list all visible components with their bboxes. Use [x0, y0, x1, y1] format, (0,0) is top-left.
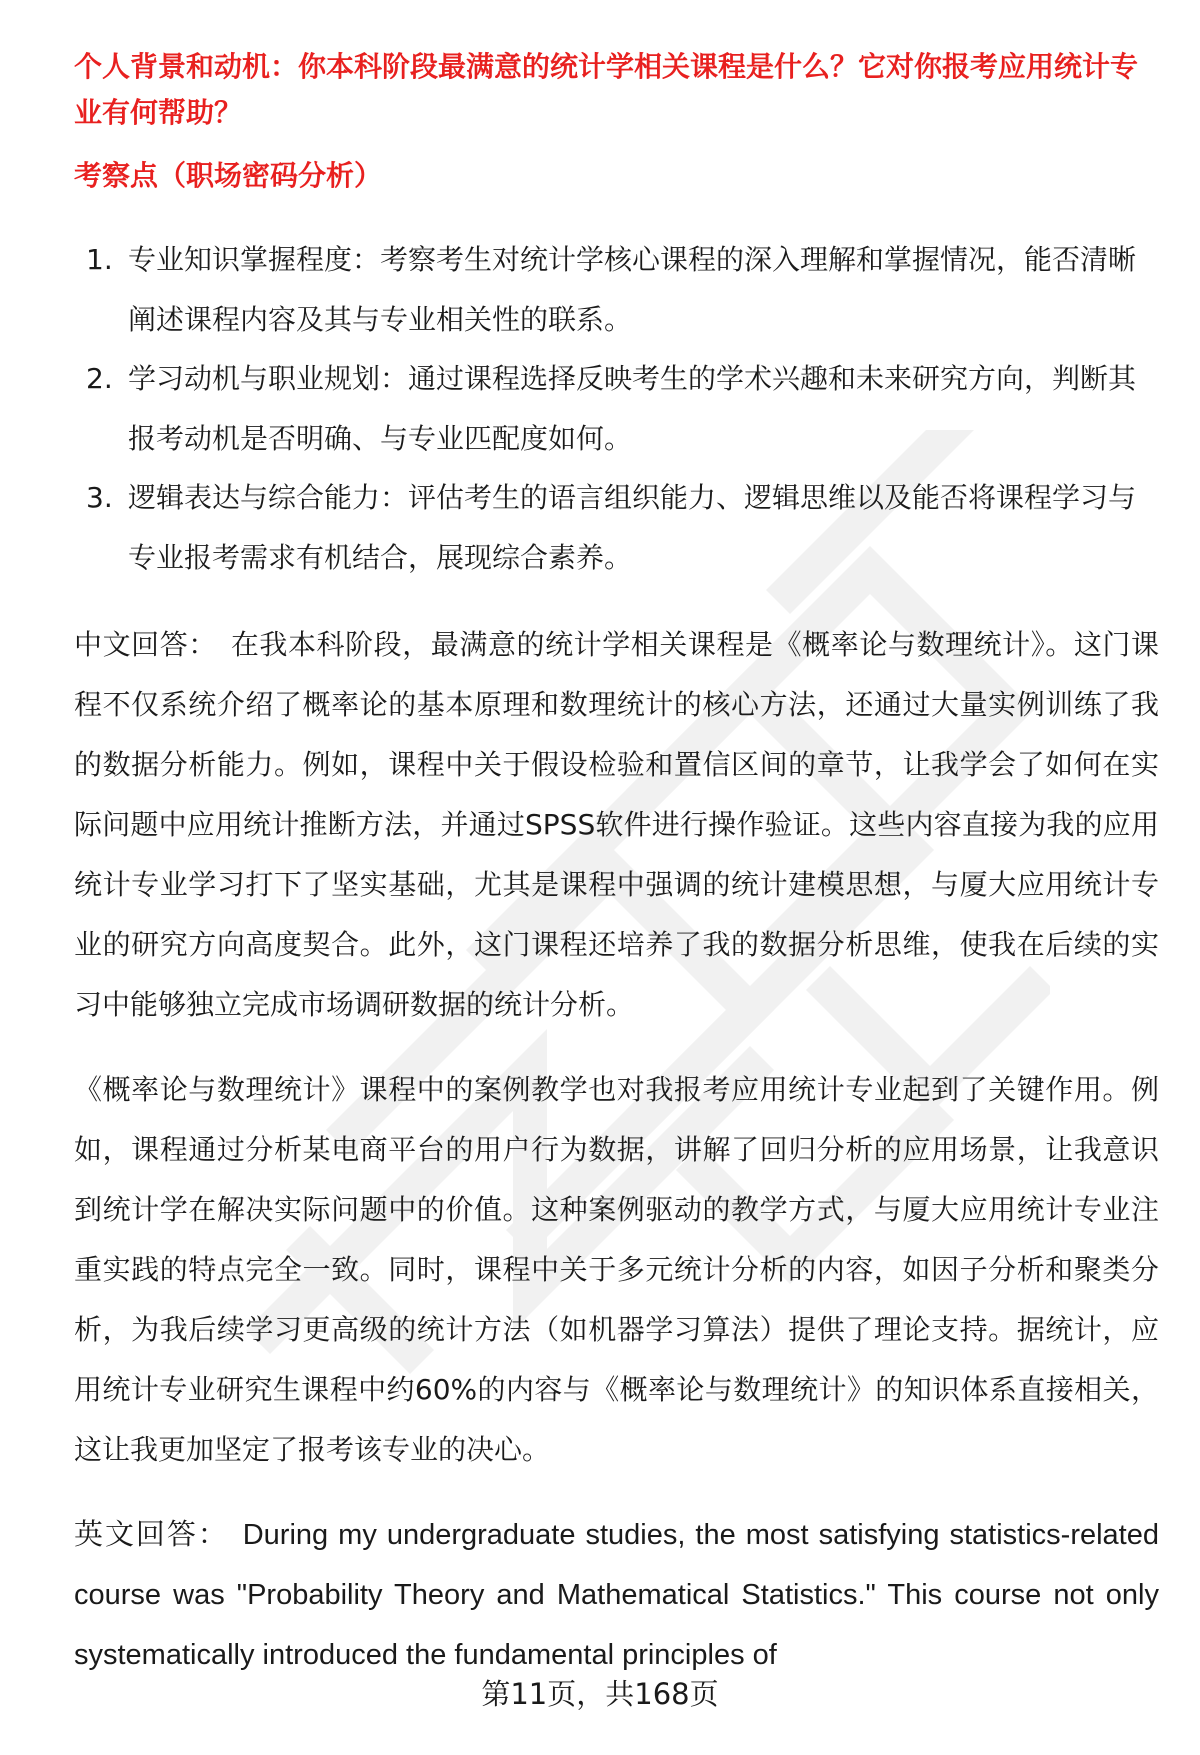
- list-item-number: 1.: [86, 243, 113, 276]
- english-answer-text: During my undergraduate studies, the most satisfying statistics-related course was "Probability Theory and Mathematical Statistics." This course not only systematically introduced the fundamental principles of: [74, 1519, 1159, 1671]
- english-answer-label: 英文回答：: [74, 1519, 229, 1551]
- list-item-text: 逻辑表达与综合能力：评估考生的语言组织能力、逻辑思维以及能否将课程学习与专业报考需求有机结合，展现综合素养。: [128, 481, 1137, 574]
- list-item-text: 学习动机与职业规划：通过课程选择反映考生的学术兴趣和未来研究方向，判断其报考动机是否明确、与专业匹配度如何。: [128, 362, 1137, 455]
- focus-points-list: [74, 230, 1154, 587]
- list-item-number: 3.: [86, 481, 113, 514]
- list-item: [74, 230, 1154, 350]
- question-heading: 个人背景和动机：你本科阶段最满意的统计学相关课程是什么？它对你报考应用统计专业有何帮助？: [74, 50, 1139, 129]
- chinese-answer-label: 中文回答：: [74, 628, 217, 661]
- chinese-answer-text: 在我本科阶段，最满意的统计学相关课程是《概率论与数理统计》。这门课程不仅系统介绍了概率论的基本原理和数理统计的核心方法，还通过大量实例训练了我的数据分析能力。例如，课程中关于假设检验和置信区间的章节，让我学会了如何在实际问题中应用统计推断方法，并通过SPSS软件进行操作验证。这些内容直接为我的应用统计专业学习打下了坚实基础，尤其是课程中强调的统计建模思想，与厦大应用统计专业的研究方向高度契合。此外，这门课程还培养了我的数据分析思维，使我在后续的实习中能够独立完成市场调研数据的统计分析。: [74, 628, 1159, 1021]
- list-item-text: 专业知识掌握程度：考察考生对统计学核心课程的深入理解和掌握情况，能否清晰阐述课程内容及其与专业相关性的联系。: [128, 243, 1137, 336]
- list-item-number: 2.: [86, 362, 113, 395]
- list-item: [74, 349, 1154, 469]
- english-answer-paragraph: [74, 1505, 1159, 1685]
- chinese-answer-paragraph: [74, 615, 1159, 1035]
- focus-points-title: 考察点（职场密码分析）: [74, 159, 383, 192]
- page-number-footer: 第11页，共168页: [481, 1677, 719, 1711]
- list-item: [74, 468, 1154, 588]
- chinese-answer-paragraph-2: 《概率论与数理统计》课程中的案例教学也对我报考应用统计专业起到了关键作用。例如，课程通过分析某电商平台的用户行为数据，讲解了回归分析的应用场景，让我意识到统计学在解决实际问题中的价值。这种案例驱动的教学方式，与厦大应用统计专业注重实践的特点完全一致。同时，课程中关于多元统计分析的内容，如因子分析和聚类分析，为我后续学习更高级的统计方法（如机器学习算法）提供了理论支持。据统计，应用统计专业研究生课程中约60%的内容与《概率论与数理统计》的知识体系直接相关，这让我更加坚定了报考该专业的决心。: [74, 1073, 1159, 1466]
